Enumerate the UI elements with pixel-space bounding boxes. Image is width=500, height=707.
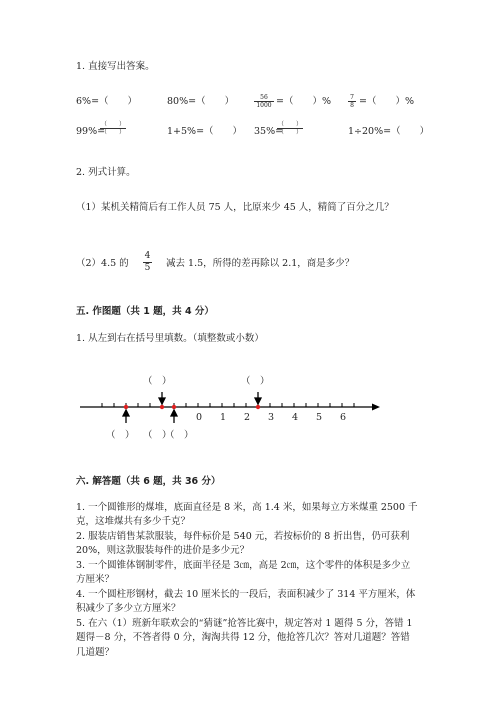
section1-title: 1. 直接写出答案。 bbox=[76, 61, 155, 72]
fraction-denominator: （ ） bbox=[100, 129, 125, 136]
problem-line: 2. 服装店销售某款服装，每件标价是 540 元，若按标价的 8 折出售，仍可获利 bbox=[76, 531, 410, 542]
question-2-2-part-a: （2）4.5 的 bbox=[76, 258, 129, 269]
point-marker bbox=[124, 405, 128, 409]
number-line-arrowhead bbox=[372, 404, 380, 411]
tick-label-6: 6 bbox=[340, 412, 347, 423]
fraction-denominator: 5 bbox=[144, 263, 151, 273]
answer-35-percent: 35%= bbox=[254, 126, 284, 137]
point-marker bbox=[172, 405, 176, 409]
problem-line: 题得－8 分，不答者得 0 分，淘淘共得 12 分，他抢答几次？答对几道题？答错 bbox=[76, 632, 410, 643]
question-2-1: （1）某机关精简后有工作人员 75 人，比原来少 45 人，精简了百分之几？ bbox=[76, 202, 394, 213]
bottom-blank-1[interactable]: （ ） bbox=[106, 430, 135, 441]
answer-fraction-percent-1: =（ ）% bbox=[276, 96, 331, 107]
point-marker bbox=[256, 405, 260, 409]
tick-label-0: 0 bbox=[196, 412, 203, 423]
top-blank-1[interactable]: （ ） bbox=[143, 376, 172, 387]
problem-line: 20%，则这款服装每件的进价是多少元？ bbox=[76, 545, 250, 556]
section6-heading: 六. 解答题（共 6 题，共 36 分） bbox=[76, 476, 221, 487]
fraction-numerator: 4 bbox=[144, 251, 151, 261]
problem-line: 5. 在六（1）班新年联欢会的“猜谜”抢答比赛中，规定答对 1 题得 5 分，答错 1 bbox=[76, 618, 413, 629]
up-arrows bbox=[123, 410, 177, 423]
section5-question-1: 1. 从左到右在括号里填数。（填整数或小数） bbox=[76, 333, 264, 344]
tick-label-4: 4 bbox=[292, 412, 299, 423]
answer-99-percent: 99%= bbox=[76, 126, 106, 137]
tick-label-3: 3 bbox=[268, 412, 275, 423]
bottom-blank-3[interactable]: （ ） bbox=[165, 430, 194, 441]
fraction-denominator: 8 bbox=[350, 102, 354, 109]
tick-label-1: 1 bbox=[220, 412, 227, 423]
problem-line: 几道题？ bbox=[76, 647, 115, 658]
question-2-2-part-b: 减去 1.5，所得的差再除以 2.1，商是多少？ bbox=[166, 258, 355, 269]
problem-line: 4. 一个圆柱形钢材，截去 10 厘米长的一段后，表面积减少了 314 平方厘米，体 bbox=[76, 589, 416, 600]
answer-1-div-20-percent: 1÷20%=（ ） bbox=[348, 126, 430, 137]
problem-line: 1. 一个圆锥形的煤堆，底面直径是 8 米，高 1.4 米，如果每立方米煤重 2500 千 bbox=[76, 502, 418, 513]
fraction-numerator: 56 bbox=[260, 94, 268, 101]
section5-heading: 五. 作图题（共 1 题，共 4 分） bbox=[76, 306, 214, 317]
bottom-blank-2[interactable]: （ ） bbox=[143, 430, 172, 441]
problem-line: 积减少了多少立方厘米？ bbox=[76, 603, 181, 614]
problem-line: 3. 一个圆锥体钢制零件，底面半径是 3㎝，高是 2㎝，这个零件的体积是多少立 bbox=[76, 560, 411, 571]
answer-fraction-percent-2: =（ ）% bbox=[359, 96, 414, 107]
problem-line: 克，这堆煤共有多少千克？ bbox=[76, 516, 191, 527]
fraction-numerator: （ ） bbox=[100, 121, 125, 128]
fraction-denominator: （ ） bbox=[277, 129, 302, 136]
fraction-numerator: 7 bbox=[350, 94, 354, 101]
tick-label-5: 5 bbox=[316, 412, 323, 423]
answer-80-percent: 80%=（ ） bbox=[167, 96, 235, 107]
problem-line: 方厘米？ bbox=[76, 574, 115, 585]
tick-label-2: 2 bbox=[244, 412, 251, 423]
fraction-denominator: 1000 bbox=[256, 102, 272, 109]
fraction-numerator: （ ） bbox=[277, 121, 302, 128]
down-arrows bbox=[159, 392, 261, 404]
answer-6-percent: 6%=（ ） bbox=[76, 96, 138, 107]
answer-1-plus-5-percent: 1+5%=（ ） bbox=[167, 126, 243, 137]
point-marker bbox=[160, 405, 164, 409]
section2-title: 2. 列式计算。 bbox=[76, 167, 136, 178]
top-blank-2[interactable]: （ ） bbox=[241, 376, 270, 387]
